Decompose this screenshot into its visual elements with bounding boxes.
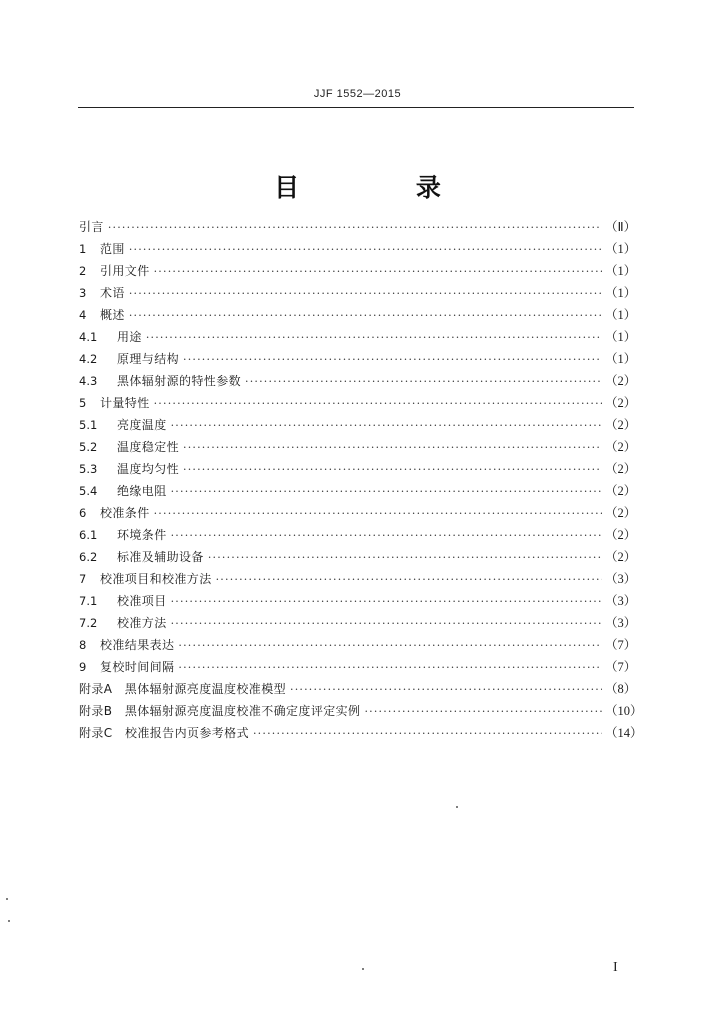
toc-entry-page: （Ⅱ）	[605, 220, 637, 234]
toc-entry-label: 附录C 校准报告内页参考格式	[79, 726, 249, 740]
toc-entry-number: 4.3	[79, 374, 98, 388]
toc-entry[interactable]	[79, 722, 643, 744]
toc-entry[interactable]	[79, 612, 637, 634]
toc-entry-number: 1	[79, 242, 87, 256]
toc-entry-label: 引言	[79, 220, 104, 234]
toc-entry-page: （2）	[605, 418, 637, 432]
page-title: 目 录	[274, 173, 495, 202]
toc-entry-label: 原理与结构	[117, 352, 180, 366]
toc-leader-dots	[171, 613, 602, 635]
toc-entry-page: （1）	[605, 264, 637, 278]
toc-leader-dots	[208, 547, 602, 569]
toc-entry-number: 8	[79, 638, 87, 652]
toc-entry[interactable]	[79, 480, 637, 502]
toc-entry[interactable]	[79, 216, 637, 238]
toc-entry-number: 5.1	[79, 418, 98, 432]
toc-entry-page: （1）	[605, 330, 637, 344]
toc-entry-number: 4.2	[79, 352, 98, 366]
toc-entry[interactable]	[79, 414, 637, 436]
toc-entry[interactable]	[79, 458, 637, 480]
toc-entry-label: 附录A 黑体辐射源亮度温度校准模型	[79, 682, 287, 696]
toc-leader-dots	[154, 261, 602, 283]
toc-entry-number: 4	[79, 308, 87, 322]
toc-leader-dots	[290, 679, 602, 701]
toc-entry-page: （1）	[605, 242, 637, 256]
toc-entry[interactable]	[79, 392, 637, 414]
toc-leader-dots	[183, 459, 602, 481]
toc-entry[interactable]	[79, 524, 637, 546]
toc-entry-page: （2）	[605, 550, 637, 564]
toc-leader-dots	[154, 393, 602, 415]
toc-leader-dots	[171, 415, 602, 437]
page-number: I	[613, 960, 618, 975]
toc-entry-page: （2）	[605, 528, 637, 542]
toc-entry-number: 6.1	[79, 528, 98, 542]
toc-entry[interactable]	[79, 502, 637, 524]
toc-entry[interactable]	[79, 656, 637, 678]
toc-entry-number: 7.1	[79, 594, 98, 608]
toc-entry-page: （2）	[605, 396, 637, 410]
toc-entry-page: （1）	[605, 308, 637, 322]
toc-entry-number: 7.2	[79, 616, 98, 630]
toc-leader-dots	[129, 239, 602, 261]
toc-entry-number: 5	[79, 396, 87, 410]
toc-leader-dots	[245, 371, 602, 393]
toc-entry-page: （1）	[605, 286, 637, 300]
toc-entry-label: 校准条件	[100, 506, 150, 520]
toc-entry-page: （2）	[605, 462, 637, 476]
scan-speck	[362, 968, 364, 970]
toc-entry-label: 校准结果表达	[100, 638, 175, 652]
toc-leader-dots	[183, 349, 602, 371]
toc-entry-label: 校准方法	[117, 616, 167, 630]
toc-entry-label: 复校时间间隔	[100, 660, 175, 674]
scan-speck	[456, 806, 458, 808]
toc-entry-page: （7）	[605, 660, 637, 674]
toc-entry-number: 3	[79, 286, 87, 300]
toc-entry-page: （8）	[605, 682, 637, 696]
toc-leader-dots	[171, 591, 602, 613]
toc-entry-number: 4.1	[79, 330, 98, 344]
toc-leader-dots	[216, 569, 602, 591]
toc-entry-page: （7）	[605, 638, 637, 652]
toc-leader-dots	[154, 503, 602, 525]
toc-entry[interactable]	[79, 238, 637, 260]
toc-entry-label: 计量特性	[100, 396, 150, 410]
toc-entry-label: 术语	[100, 286, 125, 300]
toc-entry[interactable]	[79, 348, 637, 370]
toc-entry-number: 2	[79, 264, 87, 278]
toc-entry-label: 范围	[100, 242, 125, 256]
toc-entry-label: 黑体辐射源的特性参数	[117, 374, 242, 388]
toc-leader-dots	[108, 217, 602, 239]
toc-leader-dots	[171, 481, 602, 503]
toc-entry-page: （3）	[605, 572, 637, 586]
toc-leader-dots	[178, 657, 602, 679]
toc-entry[interactable]	[79, 370, 637, 392]
toc-leader-dots	[178, 635, 602, 657]
toc-entry-number: 5.4	[79, 484, 98, 498]
toc-entry-label: 校准项目	[117, 594, 167, 608]
toc-leader-dots	[146, 327, 602, 349]
toc-entry-number: 6	[79, 506, 87, 520]
toc-leader-dots	[129, 283, 602, 305]
toc-entry-page: （2）	[605, 374, 637, 388]
toc-leader-dots	[171, 525, 602, 547]
table-of-contents	[79, 216, 643, 744]
toc-entry-page: （3）	[605, 594, 637, 608]
toc-entry-number: 7	[79, 572, 87, 586]
toc-entry-label: 温度稳定性	[117, 440, 180, 454]
running-header: JJF 1552—2015	[313, 88, 402, 100]
toc-entry-label: 温度均匀性	[117, 462, 180, 476]
toc-entry-page: （2）	[605, 440, 637, 454]
toc-entry[interactable]	[79, 678, 637, 700]
toc-entry-label: 校准项目和校准方法	[100, 572, 212, 586]
toc-entry[interactable]	[79, 260, 637, 282]
toc-entry-number: 5.2	[79, 440, 98, 454]
toc-leader-dots	[183, 437, 602, 459]
scan-speck	[6, 898, 8, 900]
toc-entry[interactable]	[79, 700, 643, 722]
toc-entry-page: （14）	[605, 726, 643, 740]
toc-entry[interactable]	[79, 326, 637, 348]
toc-entry[interactable]	[79, 436, 637, 458]
toc-entry-page: （1）	[605, 352, 637, 366]
toc-entry[interactable]	[79, 304, 637, 326]
toc-entry[interactable]	[79, 568, 637, 590]
toc-entry-page: （10）	[605, 704, 643, 718]
toc-entry-label: 绝缘电阻	[117, 484, 167, 498]
toc-entry[interactable]	[79, 546, 637, 568]
toc-leader-dots	[364, 701, 602, 723]
toc-entry-label: 引用文件	[100, 264, 150, 278]
toc-entry-label: 亮度温度	[117, 418, 167, 432]
toc-entry-page: （2）	[605, 506, 637, 520]
toc-entry-label: 标准及辅助设备	[117, 550, 204, 564]
toc-entry-label: 概述	[100, 308, 125, 322]
toc-entry-page: （3）	[605, 616, 637, 630]
scan-speck	[8, 920, 10, 922]
toc-entry-number: 5.3	[79, 462, 98, 476]
toc-entry[interactable]	[79, 590, 637, 612]
toc-entry[interactable]	[79, 634, 637, 656]
header-rule	[78, 107, 634, 108]
toc-entry-number: 9	[79, 660, 87, 674]
toc-entry-label: 环境条件	[117, 528, 167, 542]
toc-entry-label: 附录B 黑体辐射源亮度温度校准不确定度评定实例	[79, 704, 361, 718]
toc-entry[interactable]	[79, 282, 637, 304]
toc-leader-dots	[253, 723, 602, 745]
toc-entry-label: 用途	[117, 330, 142, 344]
toc-leader-dots	[129, 305, 602, 327]
toc-entry-page: （2）	[605, 484, 637, 498]
toc-entry-number: 6.2	[79, 550, 98, 564]
